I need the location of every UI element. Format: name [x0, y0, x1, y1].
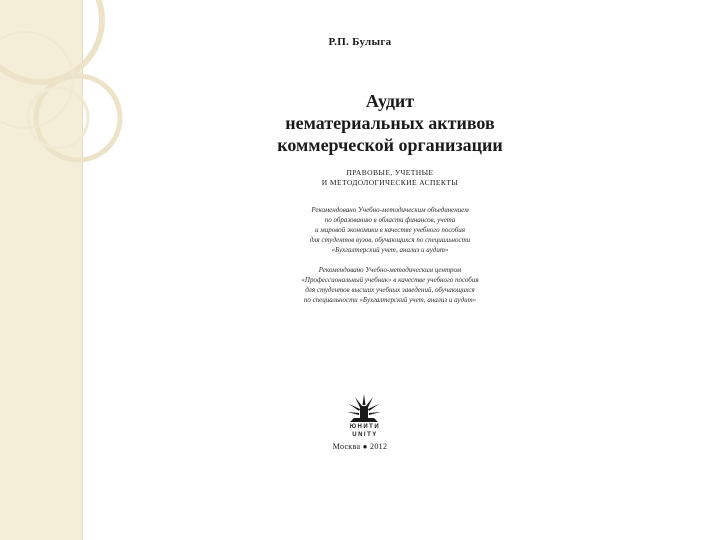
book-title [160, 90, 620, 156]
subtitle-line: И МЕТОДОЛОГИЧЕСКИЕ АСПЕКТЫ [321, 178, 459, 187]
recommendation-line: Рекомендовано Учебно-методическим центром [318, 266, 462, 274]
subtitle-line: ПРАВОВЫЕ, УЧЕТНЫЕ [346, 168, 434, 177]
imprint-city-year: Москва ● 2012 [332, 442, 388, 451]
sunburst-logo-icon [344, 388, 384, 428]
recommendation-block-1 [160, 205, 620, 255]
book-subtitle [160, 168, 620, 188]
title-line: коммерческой организации [277, 135, 503, 155]
recommendation-line: Рекомендовано Учебно-методическим объединением [311, 206, 469, 214]
title-line: Аудит [365, 91, 415, 111]
decorative-rings-icon [0, 0, 140, 540]
recommendation-block-2 [160, 265, 620, 305]
recommendation-line: «Профессиональный учебник» в качестве учебного пособия [301, 276, 479, 284]
publisher-name-en: UNITY [352, 432, 378, 438]
publisher-name-ru: ЮНИТИ [349, 424, 381, 430]
recommendation-line: для студентов вузов, обучающихся по специальности [309, 236, 471, 244]
recommendation-line: по специальности «Бухгалтерский учет, анализ и аудит» [303, 296, 477, 304]
recommendation-line: и мировой экономики в качестве учебного пособия [315, 226, 465, 234]
author-name: Р.П. Булыга [328, 36, 392, 48]
recommendation-line: «Бухгалтерский учет, анализ и аудит» [331, 246, 449, 254]
title-line: нематериальных активов [285, 113, 495, 133]
recommendation-line: по образованию в области финансов, учета [324, 216, 456, 224]
recommendation-line: для студентов высших учебных заведений, обучающихся [305, 286, 475, 294]
